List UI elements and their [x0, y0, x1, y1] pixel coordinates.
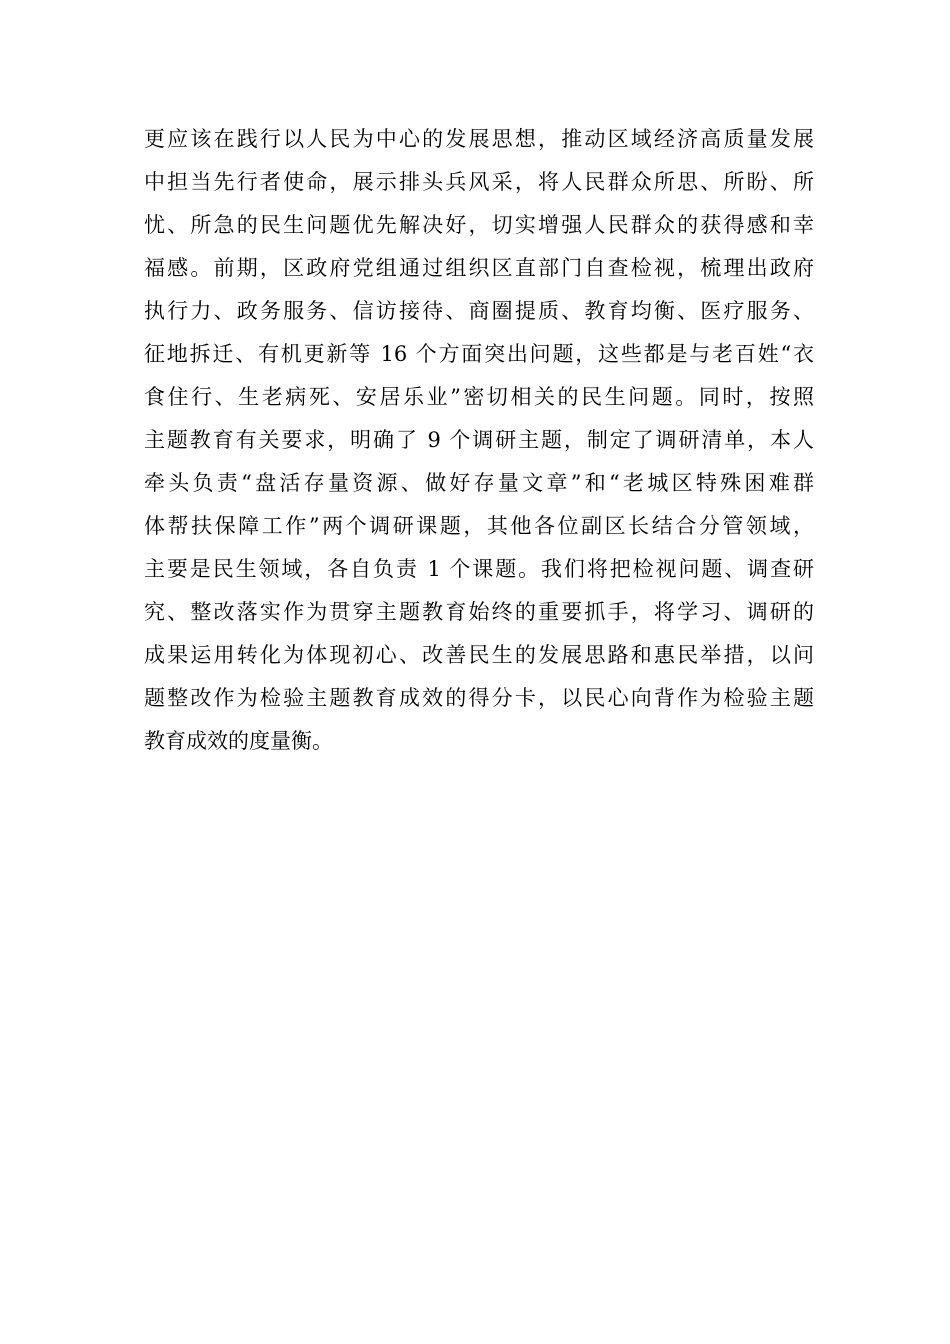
paragraph-line: 题整改作为检验主题教育成效的得分卡，以民心向背作为检验主题 [144, 686, 814, 710]
paragraph-line: 究、整改落实作为贯穿主题教育始终的重要抓手，将学习、调研的 [144, 600, 814, 624]
paragraph-line: 主题教育有关要求，明确了 9 个调研主题，制定了调研清单，本人 [144, 428, 814, 452]
paragraph-line: 更应该在践行以人民为中心的发展思想，推动区域经济高质量发展 [144, 127, 814, 151]
paragraph-line: 执行力、政务服务、信访接待、商圈提质、教育均衡、医疗服务、 [144, 299, 814, 323]
paragraph-line: 忧、所急的民生问题优先解决好，切实增强人民群众的获得感和幸 [144, 213, 814, 237]
body-paragraph [144, 118, 814, 763]
paragraph-line: 食住行、生老病死、安居乐业”密切相关的民生问题。同时，按照 [144, 385, 814, 409]
paragraph-line: 体帮扶保障工作”两个调研课题，其他各位副区长结合分管领域， [144, 514, 814, 538]
paragraph-line: 成果运用转化为体现初心、改善民生的发展思路和惠民举措，以问 [144, 643, 814, 667]
paragraph-line: 主要是民生领域，各自负责 1 个课题。我们将把检视问题、调查研 [144, 557, 814, 581]
paragraph-line: 福感。前期，区政府党组通过组织区直部门自查检视，梳理出政府 [144, 256, 814, 280]
paragraph-line: 教育成效的度量衡。 [144, 729, 333, 753]
paragraph-line: 征地拆迁、有机更新等 16 个方面突出问题，这些都是与老百姓“衣 [144, 342, 814, 366]
paragraph-line: 中担当先行者使命，展示排头兵风采，将人民群众所思、所盼、所 [144, 170, 814, 194]
paragraph-line: 牵头负责“盘活存量资源、做好存量文章”和“老城区特殊困难群 [144, 471, 814, 495]
